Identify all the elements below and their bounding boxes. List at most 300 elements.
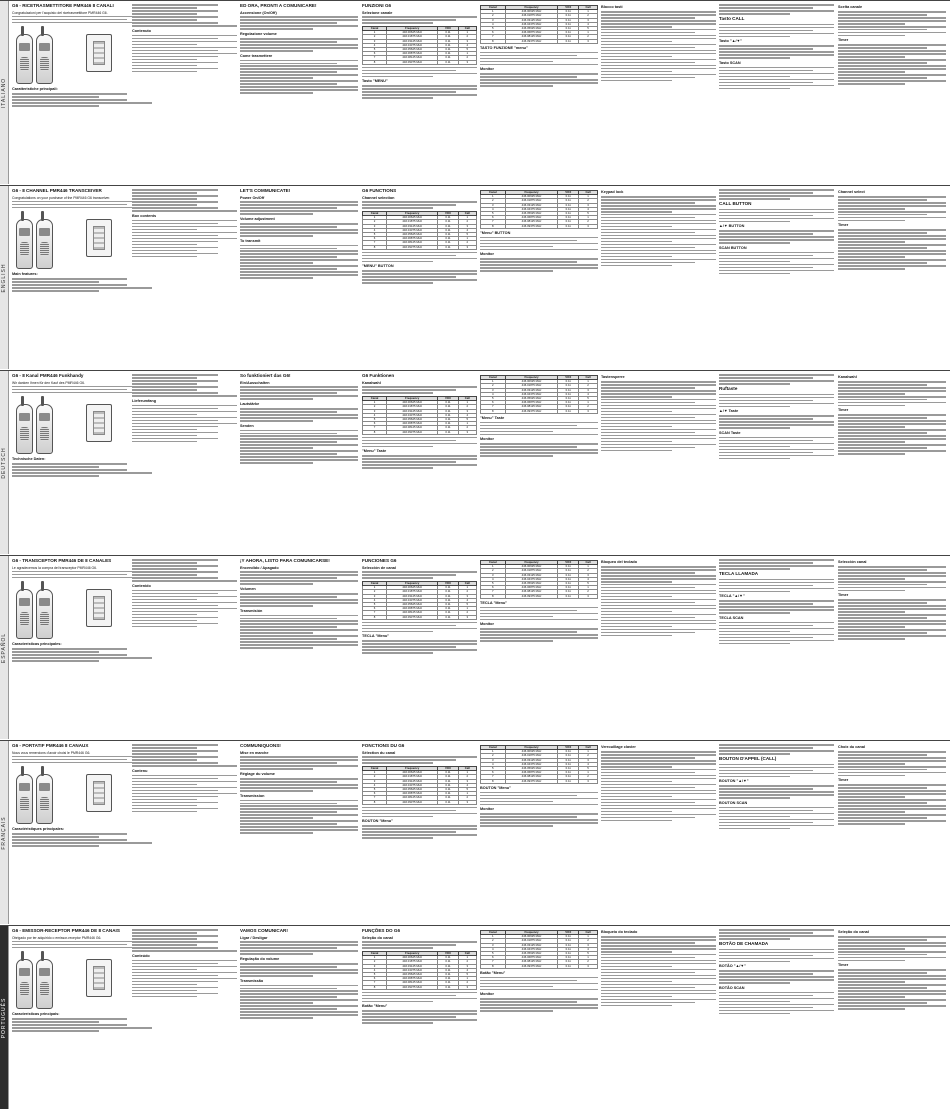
subheading: Ein/Ausschalten xyxy=(240,380,270,385)
table-cell: 5 xyxy=(363,418,387,422)
table-cell: 446.04375 MHz xyxy=(505,577,558,581)
text-block xyxy=(480,73,598,87)
text-block xyxy=(480,628,598,642)
table-cell: 7 xyxy=(481,405,506,409)
table-cell: 7 xyxy=(363,981,387,985)
table-cell: 0.11 xyxy=(438,615,458,619)
usage-heading: ¡Y AHORA, LISTO PARA COMUNICARSE! xyxy=(240,558,330,563)
table-cell: 0.11 xyxy=(438,216,458,220)
table-cell: 2 xyxy=(458,960,476,964)
table-cell: 3 xyxy=(579,573,598,577)
menu-column xyxy=(601,928,716,1108)
radio-unit-icon xyxy=(36,404,53,454)
table-cell: 3 xyxy=(579,779,598,783)
language-tab xyxy=(0,371,9,554)
table-cell: 1 xyxy=(458,31,476,35)
table-cell: 2 xyxy=(363,960,387,964)
table-cell: 1 xyxy=(458,422,476,426)
functions-heading: FUNÇÕES DO G6 xyxy=(362,928,401,933)
intro-text: Obrigado por ter adquirido o emissor-receptor PMR446 G6. xyxy=(12,935,102,940)
table-cell: 1 xyxy=(481,750,506,754)
table-cell: 0.11 xyxy=(558,952,579,956)
subheading: To transmit xyxy=(240,238,261,243)
table-cell: 0.11 xyxy=(558,565,579,569)
language-section xyxy=(0,740,950,924)
table-header: Canal xyxy=(363,212,387,216)
subheading: Bloqueo del teclado xyxy=(601,560,638,564)
table-cell: 3 xyxy=(579,224,598,228)
specs-column xyxy=(132,373,237,553)
table-cell: 0.11 xyxy=(438,35,458,39)
accessories-heading: Box contents xyxy=(132,213,157,218)
table-cell: 4 xyxy=(363,783,387,787)
table-cell: 446.05625 MHz xyxy=(387,973,438,977)
table-cell: 3 xyxy=(458,615,476,619)
specs-column xyxy=(132,928,237,1108)
table-cell: 446.06875 MHz xyxy=(505,31,558,35)
table-cell: 446.00625 MHz xyxy=(387,401,438,405)
text-block xyxy=(719,970,834,984)
table-cell: 2 xyxy=(363,775,387,779)
channel-table xyxy=(480,560,598,599)
table-cell: 4 xyxy=(363,968,387,972)
functions-column xyxy=(362,558,477,738)
subheading: Timer xyxy=(838,963,849,968)
table-row xyxy=(363,985,477,989)
table-cell: 446.04375 MHz xyxy=(505,22,558,26)
table-cell: 4 xyxy=(481,207,506,211)
text-block xyxy=(719,374,834,385)
table-cell: 0.11 xyxy=(438,52,458,56)
table-cell: 0.11 xyxy=(558,384,579,388)
subheading: BOTÃO "▲/▼" xyxy=(719,964,746,969)
table-cell: 2 xyxy=(579,590,598,594)
table-cell: 1 xyxy=(481,935,506,939)
table-cell: 3 xyxy=(579,758,598,762)
call-heading: BOTÃO DE CHAMADA xyxy=(719,941,769,947)
table-cell: 446.03125 MHz xyxy=(505,573,558,577)
text-block xyxy=(240,615,358,649)
text-block xyxy=(362,756,477,764)
table-cell: 0.11 xyxy=(558,586,579,590)
usage-column xyxy=(240,188,358,368)
table-cell: 0.11 xyxy=(558,388,579,392)
subheading: Transmisión xyxy=(240,608,263,613)
text-block xyxy=(480,977,598,991)
subheading: Timer xyxy=(838,778,849,783)
text-block xyxy=(480,998,598,1012)
table-cell: 0.11 xyxy=(438,233,458,237)
subheading: Botão "Menu" xyxy=(362,1004,388,1009)
language-tab xyxy=(0,741,9,924)
text-block xyxy=(362,270,477,284)
table-header: Canal xyxy=(481,931,506,935)
table-cell: 1 xyxy=(579,10,598,14)
table-cell: 0.11 xyxy=(438,228,458,232)
text-block xyxy=(240,985,358,1019)
subheading: Réglage du volume xyxy=(240,772,275,777)
table-cell: 0.11 xyxy=(558,750,579,754)
specs-column xyxy=(132,188,237,368)
table-cell: 1 xyxy=(579,586,598,590)
functions-column xyxy=(362,743,477,923)
table-cell: 446.00625 MHz xyxy=(387,956,438,960)
text-block xyxy=(838,599,946,639)
table-cell: 8 xyxy=(481,779,506,783)
table-header: VOX xyxy=(558,561,579,565)
subheading: Tastensperre xyxy=(601,375,625,379)
radio-unit-icon xyxy=(16,34,33,84)
subheading: Bloqueio do teclado xyxy=(601,930,638,934)
text-block xyxy=(719,807,834,829)
subheading: BOUTON "Menu" xyxy=(480,785,511,790)
section-title: G6 - TRANSCEPTOR PMR446 DE 8 CANALES xyxy=(12,558,112,563)
call-heading: BOUTON D'APPEL (CALL) xyxy=(719,756,777,762)
text-block xyxy=(838,969,946,1009)
subheading: Timer xyxy=(838,408,849,413)
table-cell: 5 xyxy=(363,48,387,52)
table-cell: 7 xyxy=(481,590,506,594)
call-heading: Ruftaste xyxy=(719,386,738,392)
table-cell: 446.09375 MHz xyxy=(505,779,558,783)
subheading: Monitor xyxy=(480,807,494,812)
table-cell: 1 xyxy=(579,401,598,405)
table-cell: 7 xyxy=(481,775,506,779)
channel-table-column xyxy=(480,743,598,923)
functions-heading: FUNZIONI G6 xyxy=(362,3,392,8)
table-cell: 4 xyxy=(579,22,598,26)
table-cell: 0.11 xyxy=(438,586,458,590)
radio-unit-icon xyxy=(16,219,33,269)
table-cell: 0.11 xyxy=(438,783,458,787)
table-cell: 5 xyxy=(458,233,476,237)
language-section xyxy=(0,925,950,1109)
table-cell: 446.04375 MHz xyxy=(387,968,438,972)
table-cell: 3 xyxy=(481,943,506,947)
subheading: Seleção do canal xyxy=(838,930,869,934)
table-cell: 446.04375 MHz xyxy=(505,207,558,211)
table-cell: 0.11 xyxy=(438,973,458,977)
intro-column xyxy=(12,558,152,738)
table-cell: 2 xyxy=(458,611,476,615)
channel-table xyxy=(480,375,598,414)
subheading: Choix du canal xyxy=(838,745,866,749)
table-header: Canal xyxy=(363,952,387,956)
subheading: Channel selection xyxy=(362,195,395,200)
table-header: Frequency xyxy=(387,767,438,771)
table-cell: 1 xyxy=(579,565,598,569)
table-cell: 5 xyxy=(579,767,598,771)
table-cell: 2 xyxy=(579,199,598,203)
table-cell: 2 xyxy=(579,939,598,943)
table-cell: 446.03125 MHz xyxy=(387,594,438,598)
text-block xyxy=(362,386,477,394)
table-cell: 5 xyxy=(363,788,387,792)
table-header: VOX xyxy=(438,767,458,771)
table-cell: 0.11 xyxy=(438,56,458,60)
subheading: Botão "Menu" xyxy=(480,970,506,975)
text-block xyxy=(480,258,598,272)
table-cell: 6 xyxy=(363,977,387,981)
text-block xyxy=(362,571,477,579)
usage-column xyxy=(240,3,358,183)
table-cell: 446.01875 MHz xyxy=(505,14,558,18)
table-cell: 4 xyxy=(458,228,476,232)
text-block xyxy=(12,201,152,209)
language-section xyxy=(0,185,950,369)
table-cell: 1 xyxy=(579,195,598,199)
subheading: Monitor xyxy=(480,622,494,627)
table-cell: 1 xyxy=(579,956,598,960)
usage-heading: COMMUNIQUONS! xyxy=(240,743,281,748)
specs-column xyxy=(132,558,237,738)
subheading: BOUTON SCAN xyxy=(719,800,748,805)
text-block xyxy=(132,744,237,766)
text-block xyxy=(601,566,716,636)
table-cell: 8 xyxy=(363,615,387,619)
text-block xyxy=(12,16,152,24)
text-block xyxy=(362,807,477,818)
table-cell: 8 xyxy=(481,964,506,968)
table-cell: 1 xyxy=(458,607,476,611)
table-cell: 3 xyxy=(458,409,476,413)
table-cell: 6 xyxy=(363,607,387,611)
table-cell: 7 xyxy=(481,35,506,39)
table-cell: 0.11 xyxy=(438,956,458,960)
subheading: Tasto "MENU" xyxy=(362,79,388,84)
section-title: G6 - RICETRASMETTITORE PMR446 8 CANALI xyxy=(12,3,114,8)
text-block xyxy=(362,437,477,448)
text-block xyxy=(719,764,834,778)
table-cell: 446.09375 MHz xyxy=(505,409,558,413)
table-cell: 2 xyxy=(481,939,506,943)
table-cell: 6 xyxy=(363,237,387,241)
table-cell: 0.11 xyxy=(558,767,579,771)
table-cell: 2 xyxy=(458,796,476,800)
table-cell: 0.11 xyxy=(438,43,458,47)
table-cell: 0.11 xyxy=(558,409,579,413)
table-cell: 1 xyxy=(481,380,506,384)
table-cell: 446.03125 MHz xyxy=(387,224,438,228)
table-cell: 2 xyxy=(579,960,598,964)
table-header: Call xyxy=(458,397,476,401)
table-cell: 0.11 xyxy=(558,207,579,211)
subheading: "Menu" BUTTON xyxy=(480,230,511,235)
specs-column xyxy=(132,743,237,923)
table-cell: 446.09375 MHz xyxy=(387,430,438,434)
table-cell: 0.11 xyxy=(438,792,458,796)
table-cell: 0.11 xyxy=(438,590,458,594)
table-cell: 3 xyxy=(579,18,598,22)
table-cell: 1 xyxy=(363,771,387,775)
table-cell: 446.01875 MHz xyxy=(387,590,438,594)
table-cell: 446.05625 MHz xyxy=(387,418,438,422)
scan-column xyxy=(838,558,946,738)
specs-heading: Technische Daten: xyxy=(12,457,46,462)
table-cell: 446.06875 MHz xyxy=(387,607,438,611)
subheading: Regolazione volume xyxy=(240,32,277,37)
text-block xyxy=(362,1010,477,1024)
table-cell: 446.01875 MHz xyxy=(387,405,438,409)
table-cell: 3 xyxy=(458,594,476,598)
text-block xyxy=(240,245,358,279)
table-cell: 3 xyxy=(458,60,476,64)
table-cell: 5 xyxy=(458,48,476,52)
table-header: Frequency xyxy=(505,376,558,380)
call-column xyxy=(719,373,834,553)
table-cell: 0.11 xyxy=(438,977,458,981)
table-cell: 3 xyxy=(481,388,506,392)
language-label: ITALIANO xyxy=(1,77,7,109)
table-cell: 446.04375 MHz xyxy=(387,598,438,602)
text-block xyxy=(362,67,477,78)
table-cell: 0.11 xyxy=(438,960,458,964)
language-label: FRANÇAIS xyxy=(1,816,7,850)
battery-compartment-icon xyxy=(86,774,112,812)
table-cell: 0.11 xyxy=(558,762,579,766)
table-cell: 0.11 xyxy=(438,985,458,989)
table-cell: 0.11 xyxy=(558,935,579,939)
table-cell: 6 xyxy=(481,586,506,590)
text-block xyxy=(362,252,477,263)
accessories-heading: Contenu xyxy=(132,768,148,773)
table-row xyxy=(363,60,477,64)
accessories-heading: Contenuto xyxy=(132,28,151,33)
table-header: Canal xyxy=(481,561,506,565)
table-cell: 4 xyxy=(458,598,476,602)
table-header: VOX xyxy=(558,191,579,195)
table-cell: 446.08125 MHz xyxy=(387,426,438,430)
table-cell: 0.11 xyxy=(438,422,458,426)
subheading: "Menu" Taste xyxy=(480,415,505,420)
channel-table-column xyxy=(480,373,598,553)
language-section xyxy=(0,555,950,739)
table-cell: 2 xyxy=(579,220,598,224)
table-cell: 4 xyxy=(458,43,476,47)
table-cell: 0.11 xyxy=(558,392,579,396)
table-cell: 446.09375 MHz xyxy=(505,964,558,968)
text-block xyxy=(362,825,477,839)
subheading: BOUTON "Menu" xyxy=(362,819,393,824)
text-block xyxy=(480,422,598,436)
table-cell: 0.11 xyxy=(558,380,579,384)
radio-unit-icon xyxy=(16,959,33,1009)
table-cell: 4 xyxy=(481,392,506,396)
table-cell: 0.11 xyxy=(438,788,458,792)
table-header: Call xyxy=(458,582,476,586)
table-cell: 446.08125 MHz xyxy=(505,220,558,224)
text-block xyxy=(240,430,358,464)
table-cell: 0.11 xyxy=(438,603,458,607)
call-column xyxy=(719,3,834,183)
table-cell: 446.09375 MHz xyxy=(505,39,558,43)
text-block xyxy=(838,414,946,454)
table-cell: 0.11 xyxy=(558,220,579,224)
channel-table-column xyxy=(480,928,598,1108)
table-cell: 4 xyxy=(579,762,598,766)
specs-list xyxy=(12,93,152,107)
text-block xyxy=(362,622,477,633)
text-block xyxy=(480,52,598,66)
table-cell: 2 xyxy=(579,754,598,758)
subheading: Scelta canale xyxy=(838,5,863,9)
table-cell: 6 xyxy=(363,792,387,796)
table-cell: 446.04375 MHz xyxy=(387,783,438,787)
table-cell: 1 xyxy=(481,195,506,199)
table-cell: 446.05625 MHz xyxy=(387,48,438,52)
table-cell: 446.03125 MHz xyxy=(505,943,558,947)
table-cell: 446.08125 MHz xyxy=(505,775,558,779)
text-block xyxy=(240,800,358,834)
table-cell: 0.11 xyxy=(438,409,458,413)
table-cell: 3 xyxy=(363,964,387,968)
table-header: Canal xyxy=(481,376,506,380)
text-block xyxy=(480,792,598,806)
table-cell: 2 xyxy=(458,775,476,779)
table-cell: 446.05625 MHz xyxy=(505,397,558,401)
accessories-heading: Conteúdo xyxy=(132,953,150,958)
table-cell: 0.11 xyxy=(438,48,458,52)
table-cell: 446.05625 MHz xyxy=(387,233,438,237)
language-tab xyxy=(0,556,9,739)
specs-heading: Características principais: xyxy=(12,1012,60,1017)
table-cell: 3 xyxy=(363,409,387,413)
intro-column xyxy=(12,188,152,368)
text-block xyxy=(240,201,358,215)
table-header: VOX xyxy=(438,952,458,956)
text-block xyxy=(838,229,946,269)
table-cell: 1 xyxy=(363,31,387,35)
table-cell: 8 xyxy=(481,39,506,43)
table-header: VOX xyxy=(438,582,458,586)
text-block xyxy=(838,196,946,221)
text-block xyxy=(719,24,834,38)
table-cell: 446.08125 MHz xyxy=(387,611,438,615)
table-cell: 0.11 xyxy=(558,939,579,943)
intro-text: Nous vous remercions d'avoir choisi le PMR446 G6. xyxy=(12,750,91,755)
table-cell: 8 xyxy=(363,985,387,989)
table-cell: 446.03125 MHz xyxy=(505,388,558,392)
table-cell: 446.05625 MHz xyxy=(387,788,438,792)
table-cell: 3 xyxy=(458,39,476,43)
table-row xyxy=(481,409,598,413)
functions-column xyxy=(362,3,477,183)
table-header: Call xyxy=(458,212,476,216)
functions-heading: FUNCIONES G6 xyxy=(362,558,397,563)
call-heading: Tasto CALL xyxy=(719,16,745,22)
specs-column xyxy=(132,3,237,183)
table-cell: 6 xyxy=(481,216,506,220)
table-cell: 446.06875 MHz xyxy=(505,216,558,220)
table-cell: 0.11 xyxy=(438,607,458,611)
table-cell: 446.09375 MHz xyxy=(387,60,438,64)
table-cell: 3 xyxy=(458,224,476,228)
call-column xyxy=(719,928,834,1108)
channel-table xyxy=(362,26,477,65)
menu-column xyxy=(601,743,716,923)
subheading: Monitor xyxy=(480,437,494,442)
call-column xyxy=(719,558,834,738)
subheading: Timer xyxy=(838,593,849,598)
table-cell: 2 xyxy=(579,35,598,39)
table-cell: 3 xyxy=(579,943,598,947)
table-cell: 3 xyxy=(481,573,506,577)
text-block xyxy=(719,230,834,244)
table-cell: 6 xyxy=(481,771,506,775)
table-cell: 0.11 xyxy=(558,960,579,964)
text-block xyxy=(838,784,946,824)
subheading: Timer xyxy=(838,38,849,43)
